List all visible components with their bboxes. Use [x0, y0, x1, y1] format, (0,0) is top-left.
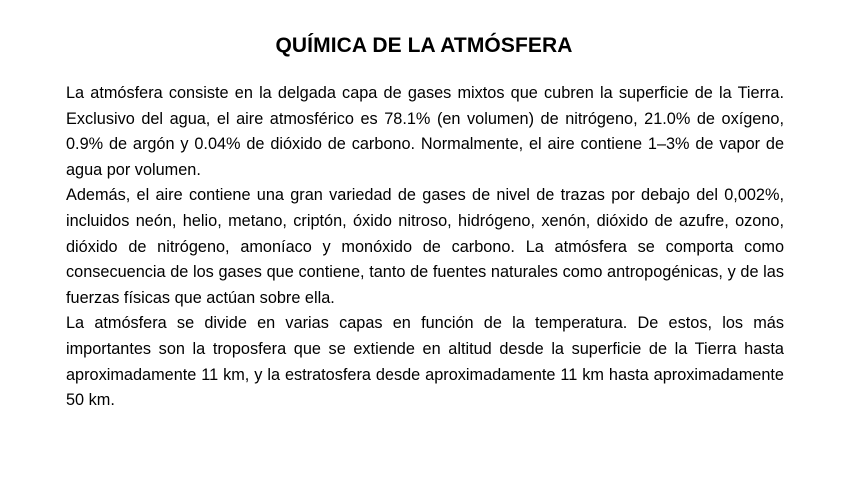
paragraph-trace-gases: Además, el aire contiene una gran variedad de gases de nivel de trazas por debajo del 0,002%, incluidos neón, helio, metano, criptón, óxido nitroso, hidrógeno, xenón, dióxido de azufre, ozono, dióxido de nitrógeno, amoníaco y monóxido de carbono. La atmósfera se comporta como consecuencia de los gases que contiene, tanto de fuentes naturales como antropogénicas, y de las fuerzas físicas que actúan sobre ella. — [66, 186, 784, 307]
slide-title: QUÍMICA DE LA ATMÓSFERA — [275, 34, 573, 57]
paragraph-layers: La atmósfera se divide en varias capas en función de la temperatura. De estos, los más importantes son la troposfera que se extiende en altitud desde la superficie de la Tierra hasta aproximadamente 11 km, y la estratosfera desde aproximadamente 11 km hasta aproximadamente 50 km. — [66, 314, 784, 410]
slide-body — [66, 81, 784, 414]
paragraph-composition: La atmósfera consiste en la delgada capa de gases mixtos que cubren la superficie de la Tierra. Exclusivo del agua, el aire atmosférico es 78.1% (en volumen) de nitrógeno, 21.0% de oxígeno, 0.9% de argón y 0.04% de dióxido de carbono. Normalmente, el aire contiene 1–3% de vapor de agua por volumen. — [66, 84, 784, 179]
